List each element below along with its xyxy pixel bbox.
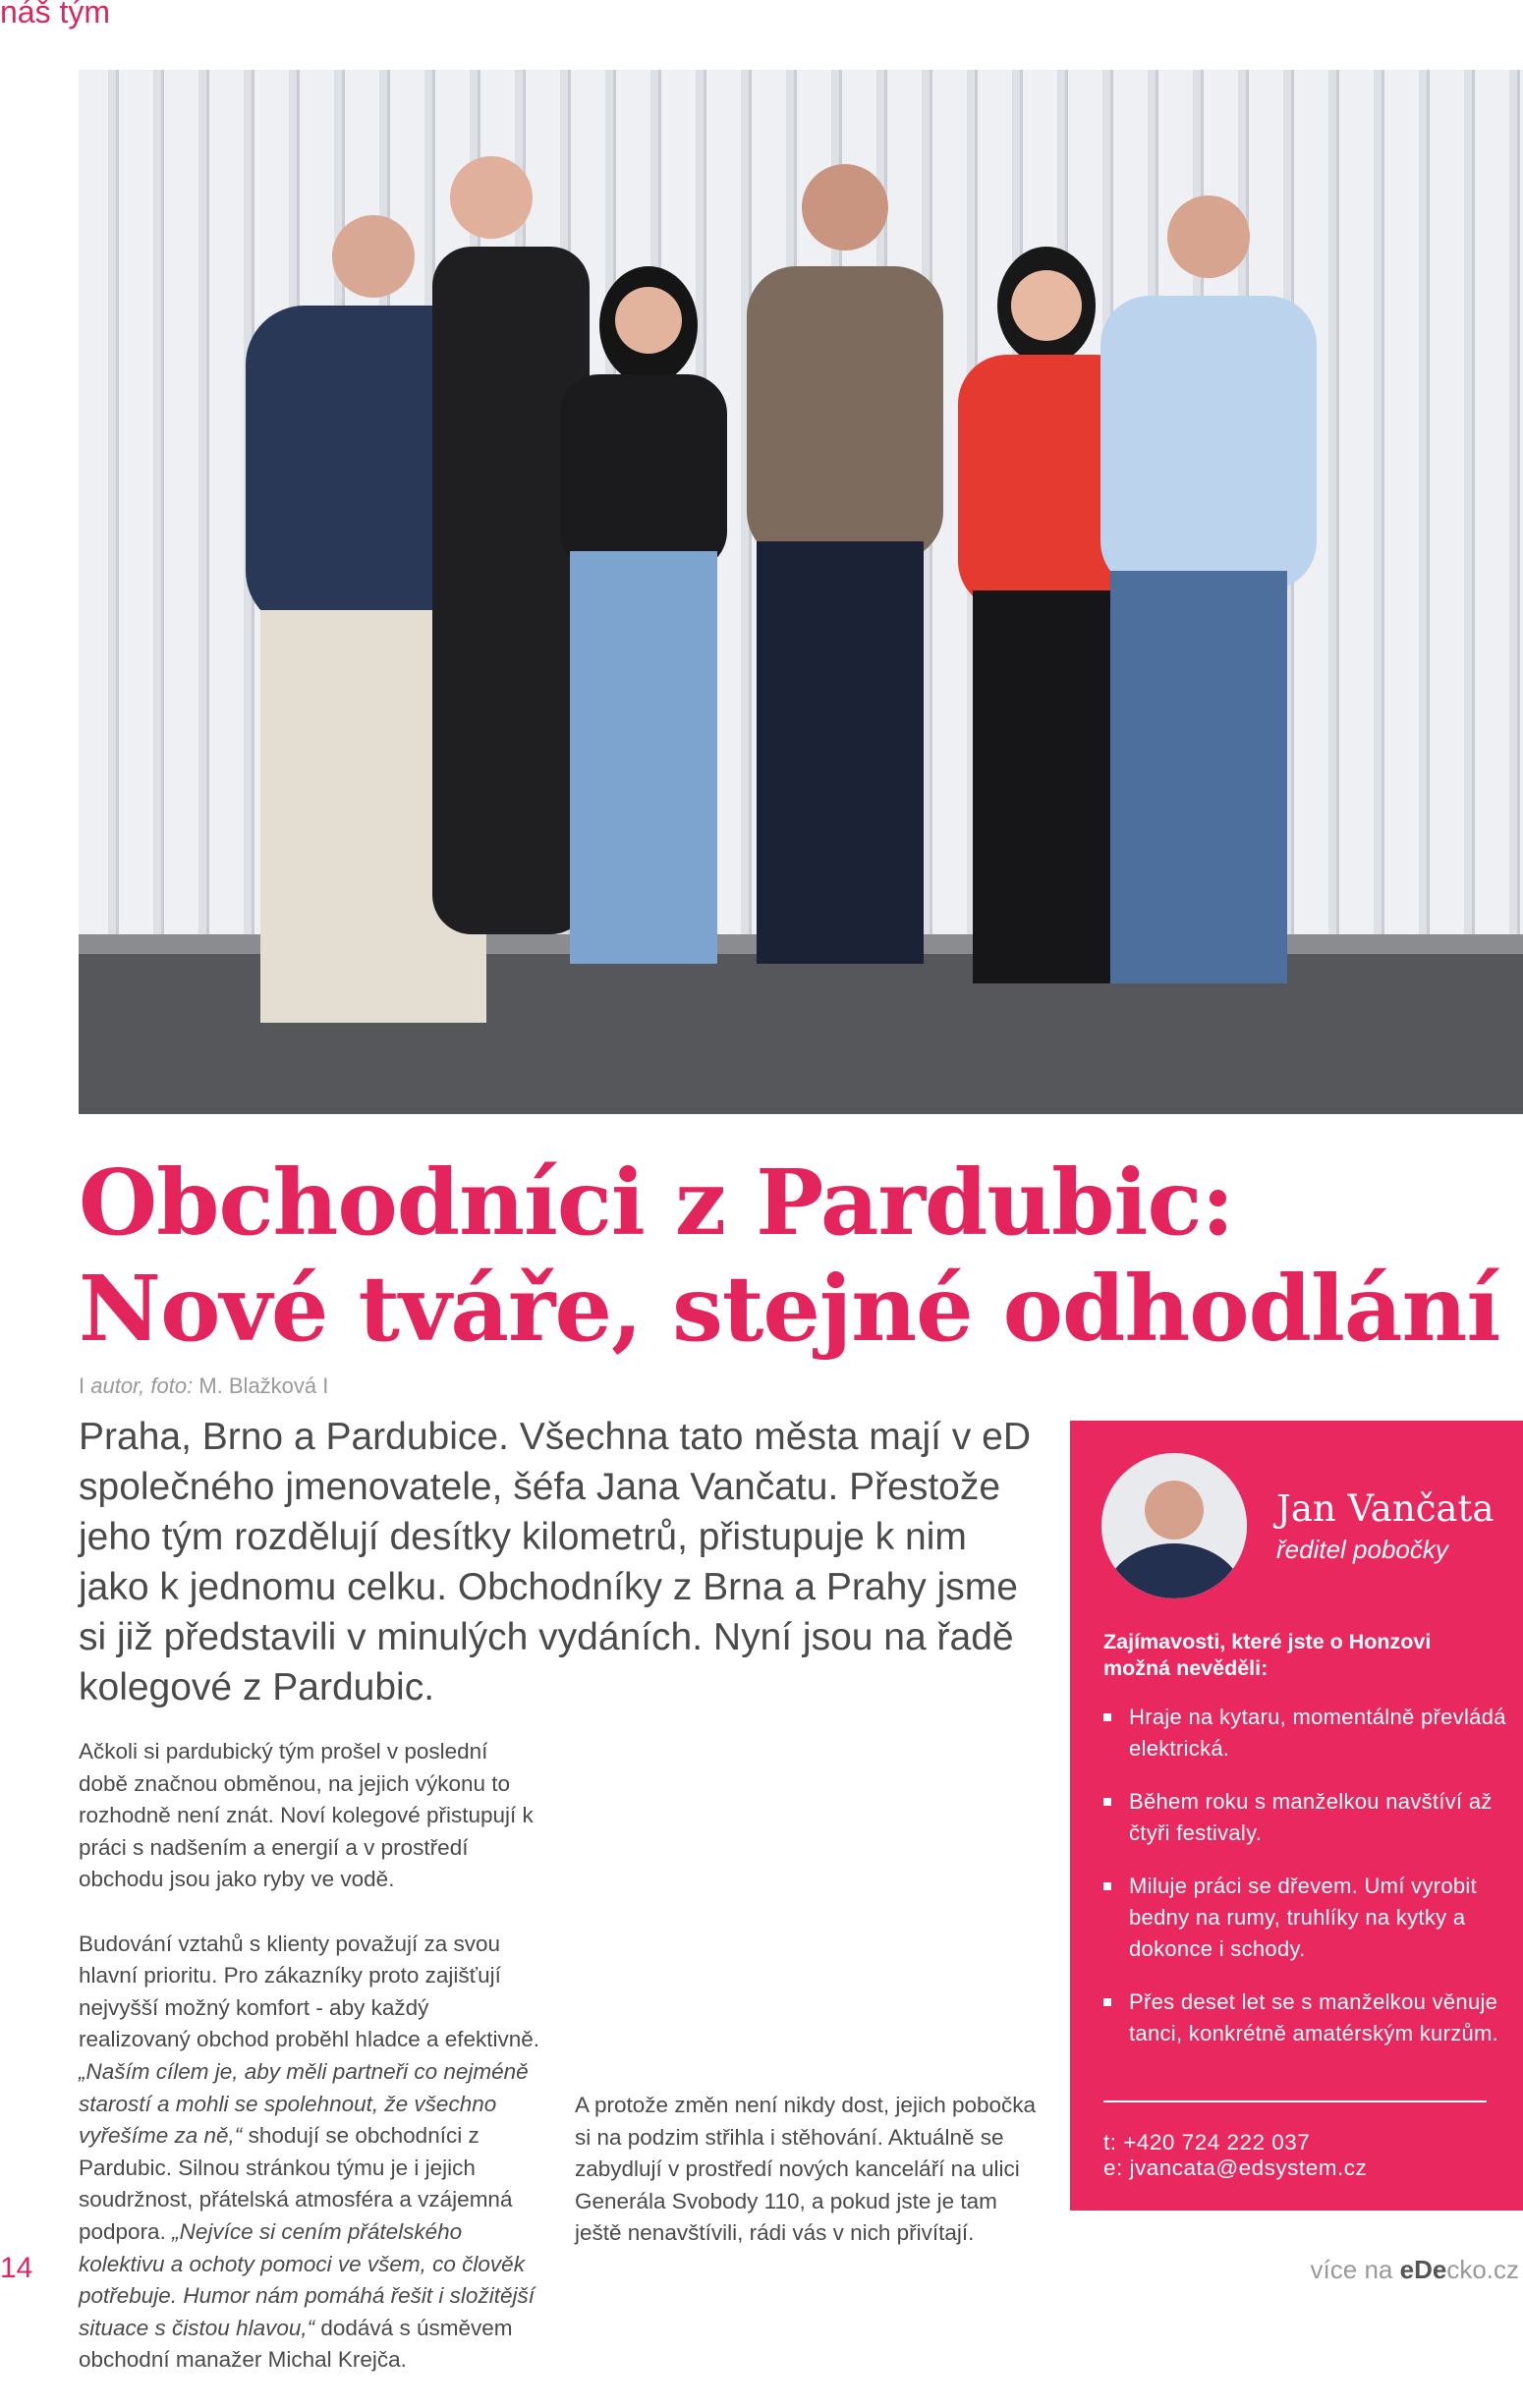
facts-list <box>1103 1702 1506 2071</box>
paragraph: A protože změn není nikdy dost, jejich pobočka si na podzim střihla i stěhování. Aktuálně se zabydlují v prostředí nových kanceláří na ulici Generála Svobody 110, a pokud jste je tam ještě nenavštívili, rádi vás v nich přivítají. <box>575 2093 1037 2246</box>
profile-name: Jan Vančata <box>1276 1487 1495 1530</box>
divider <box>1103 2100 1487 2102</box>
email-link[interactable]: e: jvancata@edsystem.cz <box>1103 2156 1368 2180</box>
article-title: Obchodníci z Pardubic: Nové tváře, stejné odhodlání <box>79 1149 1500 1362</box>
phone: t: +420 724 222 037 <box>1103 2130 1311 2155</box>
contact-info <box>1103 2130 1367 2181</box>
fact-item: Miluje práci se dřevem. Umí vyrobit bedny na rumy, truhlíky na kytky a dokonce i schody. <box>1103 1871 1506 1965</box>
article-lead: Praha, Brno a Pardubice. Všechna tato města mají v eD společného jmenovatele, šéfa Jana Vančatu. Přestože jeho tým rozdělují desítky kilometrů, přistupuje k nim jako k jednomu celku. Obchodníky z Brna a Prahy jsme si již představili v minulých vydáních. Nyní jsou na řadě kolegové z Pardubic. <box>79 1416 1032 1708</box>
profile-sidebar <box>1070 1421 1523 2211</box>
fact-item: Hraje na kytaru, momentálně převládá elektrická. <box>1103 1702 1506 1764</box>
paragraph: Budování vztahů s klienty považují za svou hlavní prioritu. Pro zákazníky proto zajišťují nejvyšší možný komfort - aby každý realizovaný obchod proběhl hladce a efektivně. „Naším cílem je, aby měli partneři co nejméně starostí a mohli se spolehnout, že všechno vyřešíme za ně,“ shodují se obchodníci z Pardubic. Silnou stránkou týmu je i jejich soudržnost, přátelská atmosféra a vzájemná podpora. „Nejvíce si cením přátelského kolektivu a ochoty pomoci ve všem, co člověk potřebuje. Humor nám pomáhá řešit i složitější situace s čistou hlavou,“ dodává s úsměvem obchodní manažer Michal Krejča. <box>79 1931 540 2373</box>
person-6 <box>1100 196 1317 983</box>
article-column-2 <box>575 2090 1037 2282</box>
profile-role: ředitel pobočky <box>1276 1535 1448 1564</box>
avatar <box>1101 1453 1247 1598</box>
fact-item: Během roku s manželkou navštíví až čtyři festivaly. <box>1103 1786 1506 1849</box>
section-label: náš tým <box>0 0 111 29</box>
page-number: 14 <box>0 2252 33 2284</box>
facts-heading: Zajímavosti, které jste o Honzovi možná nevěděli: <box>1103 1630 1432 1680</box>
website-link[interactable]: více na eDecko.cz <box>1310 2255 1519 2284</box>
paragraph: Ačkoli si pardubický tým prošel v poslední době značnou obměnou, na jejich výkonu to rozhodně není znát. Noví kolegové přistupují k práci s nadšením a energií a v prostředí obchodu jsou jako ryby ve vodě. <box>79 1739 534 1892</box>
fact-item: Přes deset let se s manželkou věnuje tanci, konkrétně amatérským kurzům. <box>1103 1987 1506 2049</box>
article-column-1 <box>79 1736 540 2408</box>
byline: I autor, foto: M. Blažková I <box>79 1373 329 1398</box>
person-4 <box>747 164 943 964</box>
team-photo <box>79 70 1523 1114</box>
